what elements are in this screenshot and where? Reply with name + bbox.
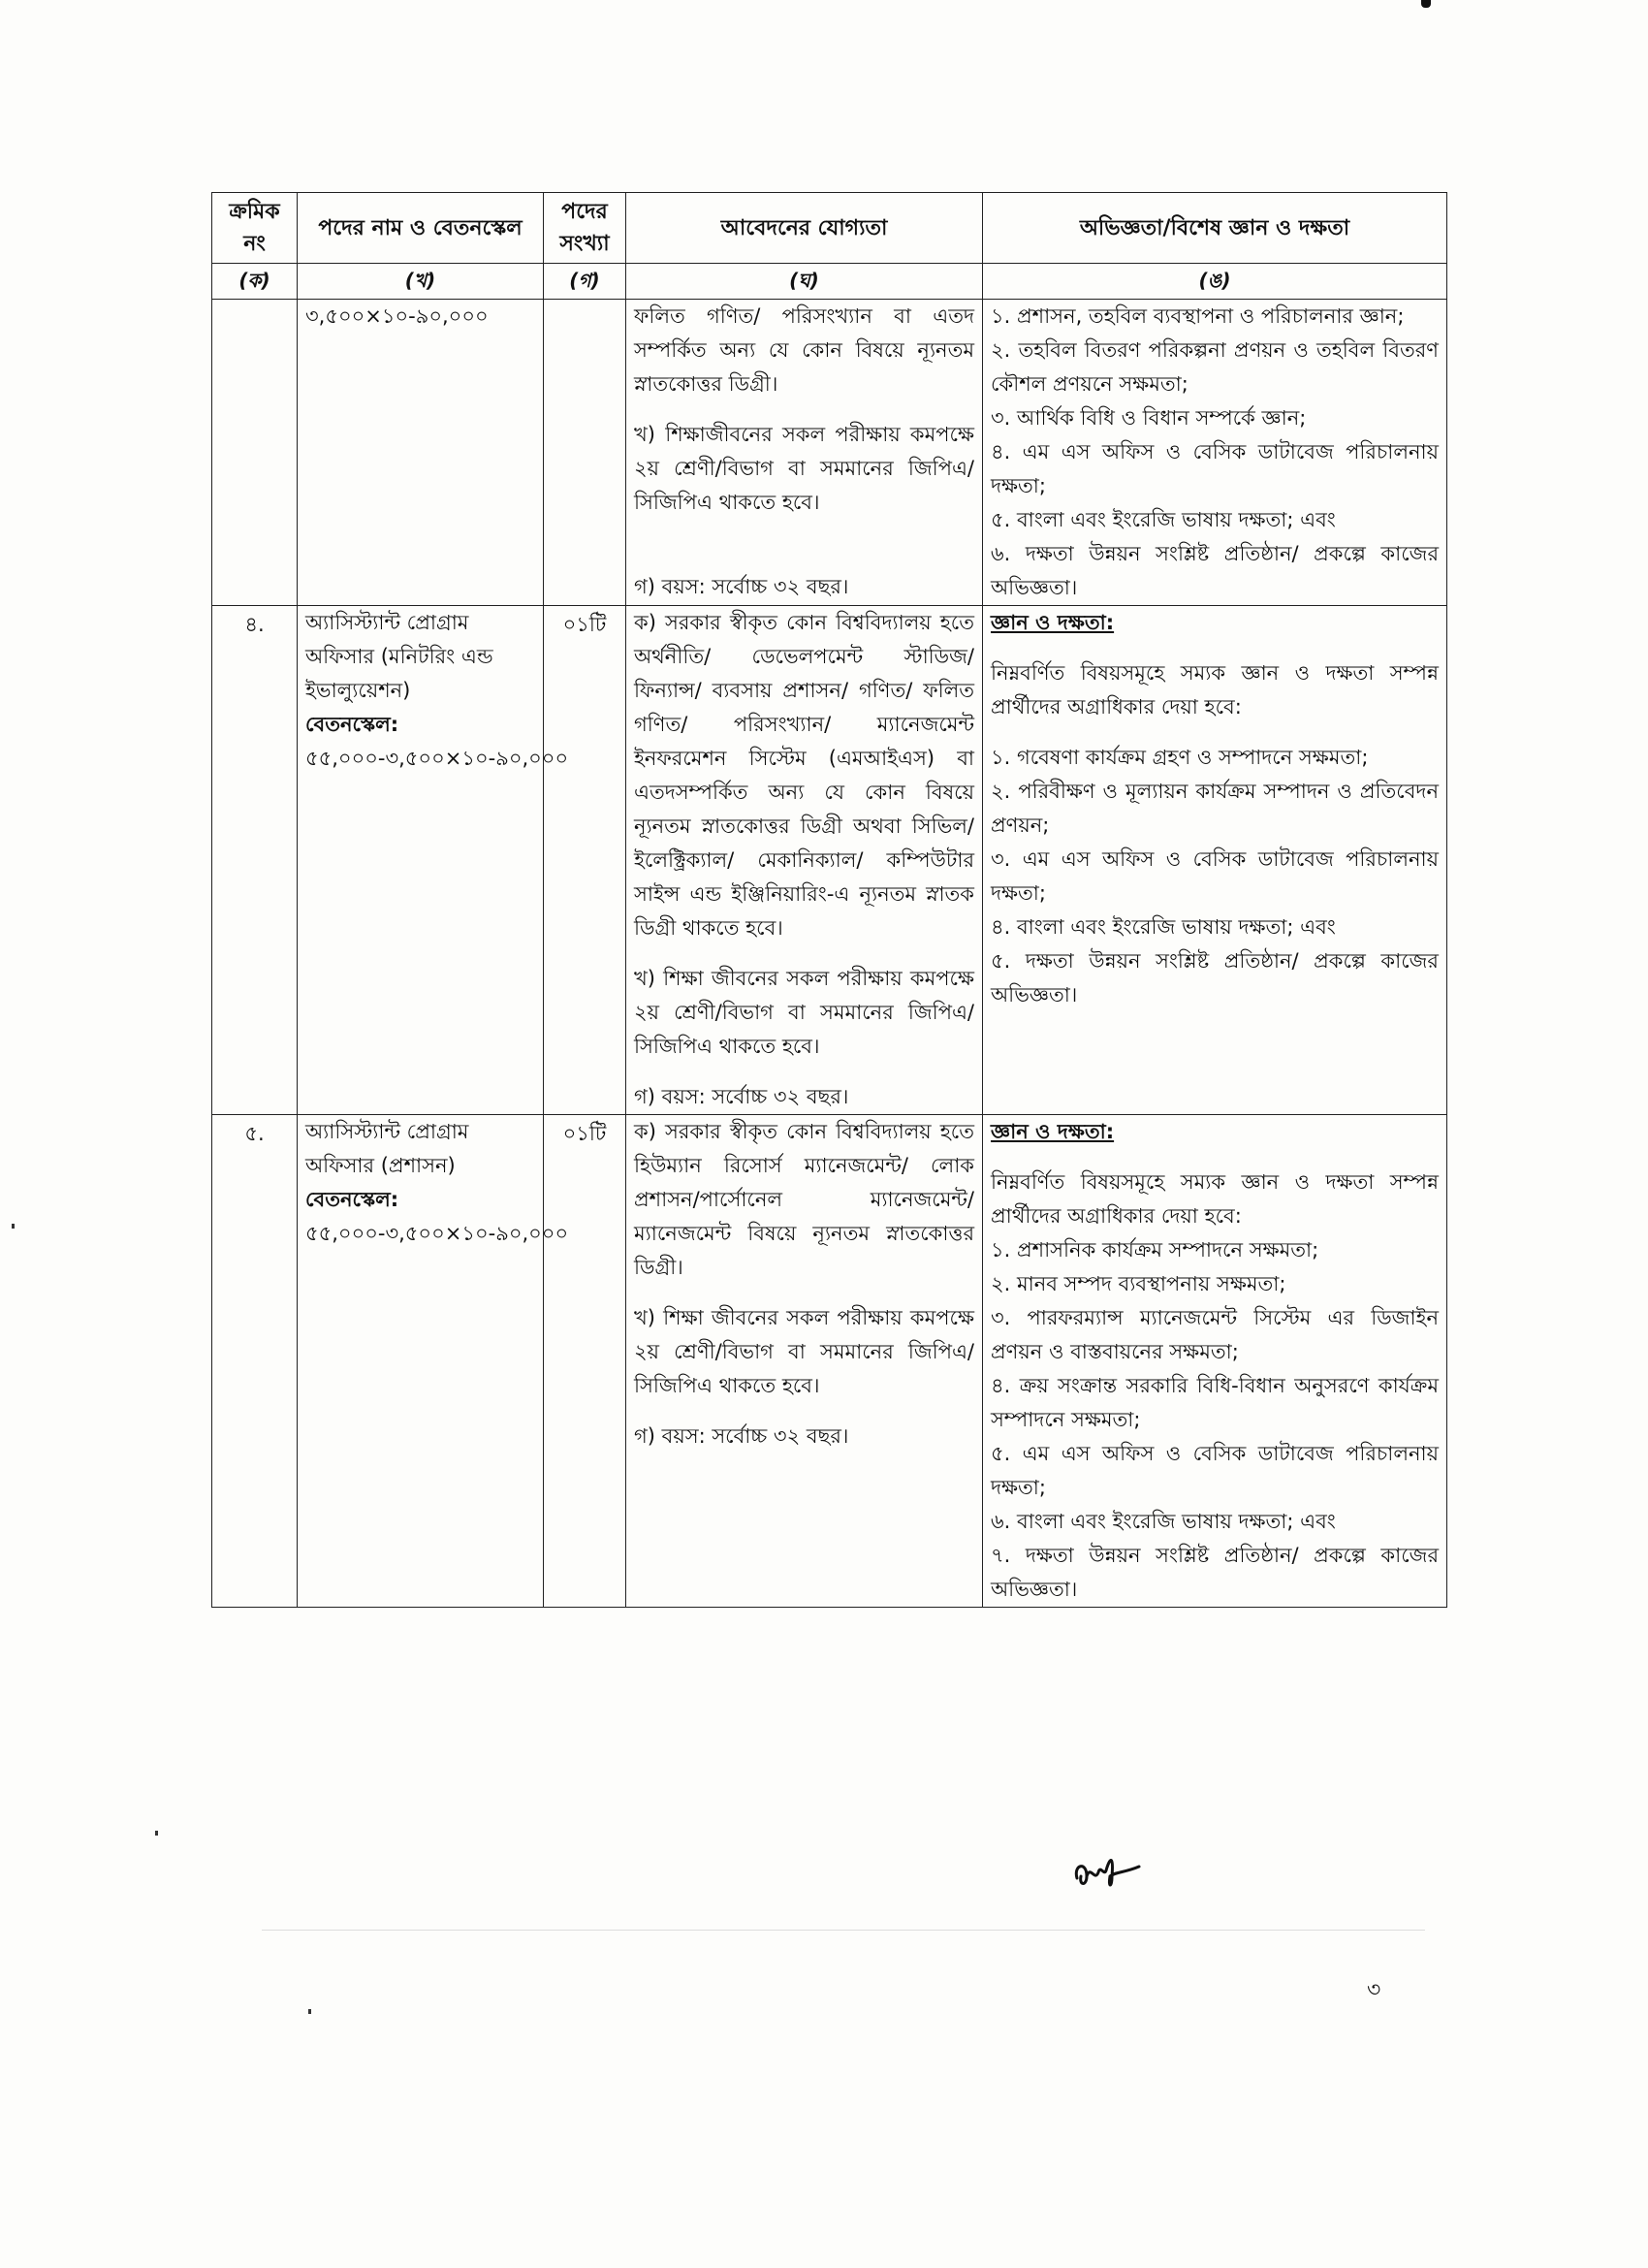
- qualification-c: গ) বয়স: সর্বোচ্চ ৩২ বছর।: [634, 575, 849, 598]
- post-cell: [298, 606, 569, 1115]
- experience-item: ৫. দক্ষতা উন্নয়ন সংশ্লিষ্ট প্রতিষ্ঠান/ প্রকল্পে কাজের অভিজ্ঞতা।: [991, 949, 1439, 1006]
- column-letter: (ক): [212, 264, 298, 300]
- experience-item: ৪. বাংলা এবং ইংরেজি ভাষায় দক্ষতা; এবং: [991, 915, 1336, 939]
- experience-item: ৫. বাংলা এবং ইংরেজি ভাষায় দক্ষতা; এবং: [991, 508, 1336, 531]
- column-letter: (গ): [544, 264, 626, 300]
- table-header-row: [212, 193, 1447, 264]
- experience-item: ৬. বাংলা এবং ইংরেজি ভাষায় দক্ষতা; এবং: [991, 1510, 1336, 1533]
- experience-item: ৭. দক্ষতা উন্নয়ন সংশ্লিষ্ট প্রতিষ্ঠান/ প্রকল্পে কাজের অভিজ্ঞতা।: [991, 1544, 1439, 1601]
- experience-cell: [983, 1115, 1447, 1608]
- table-row: [212, 300, 1447, 606]
- serial-cell: ৪.: [212, 606, 298, 1115]
- post-name: অ্যাসিস্ট্যান্ট প্রোগ্রাম অফিসার (প্রশাসন): [305, 1120, 469, 1177]
- column-letter: (ঙ): [983, 264, 1447, 300]
- pay-scale-label: বেতনস্কেল:: [305, 1188, 399, 1211]
- experience-item: ২. পরিবীক্ষণ ও মূল্যায়ন কার্যক্রম সম্পাদন ও প্রতিবেদন প্রণয়ন;: [991, 780, 1439, 837]
- qualification-b: খ) শিক্ষা জীবনের সকল পরীক্ষায় কমপক্ষে ২য় শ্রেণী/বিভাগ বা সমমানের জিপিএ/সিজিপিএ থাকতে হবে।: [634, 967, 974, 1058]
- qualification-c: গ) বয়স: সর্বোচ্চ ৩২ বছর।: [634, 1424, 849, 1448]
- qualification-cell: [626, 1115, 983, 1608]
- scan-speck: [155, 1831, 158, 1836]
- scan-speck: [308, 2009, 311, 2014]
- count-cell: ০১টি: [544, 1115, 626, 1608]
- pay-scale: [305, 708, 569, 776]
- experience-item: ৫. এম এস অফিস ও বেসিক ডাটাবেজ পরিচালনায় দক্ষতা;: [991, 1442, 1439, 1499]
- header-count: পদের সংখ্যা: [544, 193, 626, 264]
- page-number: ৩: [1367, 1978, 1381, 2002]
- table-row: [212, 606, 1447, 1115]
- experience-item: ৩. এম এস অফিস ও বেসিক ডাটাবেজ পরিচালনায় দক্ষতা;: [991, 847, 1439, 905]
- table-row: [212, 1115, 1447, 1608]
- count-cell: [544, 300, 626, 606]
- column-letter: (ঘ): [626, 264, 983, 300]
- experience-item: ৬. দক্ষতা উন্নয়ন সংশ্লিষ্ট প্রতিষ্ঠান/ প্রকল্পে কাজের অভিজ্ঞতা।: [991, 542, 1439, 599]
- experience-intro: নিম্নবর্ণিত বিষয়সমূহে সম্যক জ্ঞান ও দক্ষতা সম্পন্ন প্রার্থীদের অগ্রাধিকার দেয়া হবে:: [991, 1170, 1439, 1228]
- qualification-a: ক) সরকার স্বীকৃত কোন বিশ্ববিদ্যালয় হতে হিউম্যান রিসোর্স ম্যানেজমেন্ট/ লোক প্রশাসন/পার্সোনেল ম্যানেজমেন্ট/ ম্যানেজমেন্ট বিষয়ে ন্যূনতম স্নাতকোত্তর ডিগ্রী।: [634, 1120, 974, 1279]
- experience-item: ২. মানব সম্পদ ব্যবস্থাপনায় সক্ষমতা;: [991, 1272, 1286, 1295]
- column-letter: (খ): [298, 264, 544, 300]
- qualification-b: খ) শিক্ষা জীবনের সকল পরীক্ষায় কমপক্ষে ২য় শ্রেণী/বিভাগ বা সমমানের জিপিএ/সিজিপিএ থাকতে হবে।: [634, 1306, 974, 1397]
- count-cell: ০১টি: [544, 606, 626, 1115]
- experience-cell: [983, 606, 1447, 1115]
- experience-item: ৩. আর্থিক বিধি ও বিধান সম্পর্কে জ্ঞান;: [991, 406, 1307, 430]
- serial-cell: [212, 300, 298, 606]
- scan-speck: [12, 1224, 15, 1229]
- page-divider: [262, 1930, 1425, 1931]
- scan-mark: [1421, 0, 1431, 8]
- handwritten-signature: [1071, 1847, 1149, 1896]
- experience-item: ১. প্রশাসন, তহবিল ব্যবস্থাপনা ও পরিচালনার জ্ঞান;: [991, 304, 1405, 328]
- experience-item: ৩. পারফরম্যান্স ম্যানেজমেন্ট সিস্টেম এর ডিজাইন প্রণয়ন ও বাস্তবায়নের সক্ষমতা;: [991, 1306, 1439, 1363]
- experience-title: জ্ঞান ও দক্ষতা:: [991, 1120, 1115, 1143]
- pay-scale-label: বেতনস্কেল:: [305, 713, 399, 736]
- recruitment-table: [211, 192, 1447, 1608]
- experience-title: জ্ঞান ও দক্ষতা:: [991, 611, 1115, 634]
- experience-item: ১. গবেষণা কার্যক্রম গ্রহণ ও সম্পাদনে সক্ষমতা;: [991, 746, 1369, 769]
- qualification-c: গ) বয়স: সর্বোচ্চ ৩২ বছর।: [634, 1085, 849, 1108]
- experience-item: ৪. ক্রয় সংক্রান্ত সরকারি বিধি-বিধান অনুসরণে কার্যক্রম সম্পাদনে সক্ষমতা;: [991, 1374, 1439, 1431]
- experience-cell: [983, 300, 1447, 606]
- experience-intro: নিম্নবর্ণিত বিষয়সমূহে সম্যক জ্ঞান ও দক্ষতা সম্পন্ন প্রার্থীদের অগ্রাধিকার দেয়া হবে:: [991, 661, 1439, 719]
- experience-item: ২. তহবিল বিতরণ পরিকল্পনা প্রণয়ন ও তহবিল বিতরণ কৌশল প্রণয়নে সক্ষমতা;: [991, 338, 1439, 396]
- header-serial: ক্রমিক নং: [212, 193, 298, 264]
- qualification-a: ক) সরকার স্বীকৃত কোন বিশ্ববিদ্যালয় হতে অর্থনীতি/ ডেভেলপমেন্ট স্টাডিজ/ ফিন্যান্স/ ব্যবসায় প্রশাসন/ গণিত/ ফলিত গণিত/ পরিসংখ্যান/ ম্যানেজমেন্ট ইনফরমেশন সিস্টেম (এমআইএস) বা এতদসম্পর্কিত অন্য যে কোন বিষয়ে ন্যূনতম স্নাতকোত্তর ডিগ্রী অথবা সিভিল/ ইলেক্ট্রিক্যাল/ মেকানিক্যাল/ কম্পিউটার সাইন্স এন্ড ইঞ্জিনিয়ারিং-এ ন্যূনতম স্নাতক ডিগ্রী থাকতে হবে।: [634, 611, 974, 940]
- qualification-b: খ) শিক্ষাজীবনের সকল পরীক্ষায় কমপক্ষে ২য় শ্রেণী/বিভাগ বা সমমানের জিপিএ/সিজিপিএ থাকতে হবে।: [634, 423, 974, 514]
- serial-cell: ৫.: [212, 1115, 298, 1608]
- experience-item: ৪. এম এস অফিস ও বেসিক ডাটাবেজ পরিচালনায় দক্ষতা;: [991, 440, 1439, 497]
- experience-item: ১. প্রশাসনিক কার্যক্রম সম্পাদনে সক্ষমতা;: [991, 1238, 1319, 1262]
- column-letter-row: [212, 264, 1447, 300]
- post-name: অ্যাসিস্ট্যান্ট প্রোগ্রাম অফিসার (মনিটরিং এন্ড ইভাল্যুয়েশন): [305, 611, 493, 702]
- post-cell: [298, 300, 544, 606]
- header-qualification: আবেদনের যোগ্যতা: [626, 193, 983, 264]
- header-experience: অভিজ্ঞতা/বিশেষ জ্ঞান ও দক্ষতা: [983, 193, 1447, 264]
- pay-scale: [305, 1183, 569, 1251]
- header-post: পদের নাম ও বেতনস্কেল: [298, 193, 544, 264]
- post-cell: [298, 1115, 569, 1608]
- pay-scale-value: ৫৫,০০০-৩,৫০০×১০-৯০,০০০: [305, 747, 569, 770]
- pay-scale-value: ৫৫,০০০-৩,৫০০×১০-৯০,০০০: [305, 1222, 569, 1245]
- pay-scale-value: ৩,৫০০×১০-৯০,০০০: [305, 304, 489, 328]
- qualification-a: ফলিত গণিত/ পরিসংখ্যান বা এতদ সম্পর্কিত অন্য যে কোন বিষয়ে ন্যূনতম স্নাতকোত্তর ডিগ্রী।: [634, 304, 974, 396]
- qualification-cell: [626, 300, 983, 606]
- qualification-cell: [626, 606, 983, 1115]
